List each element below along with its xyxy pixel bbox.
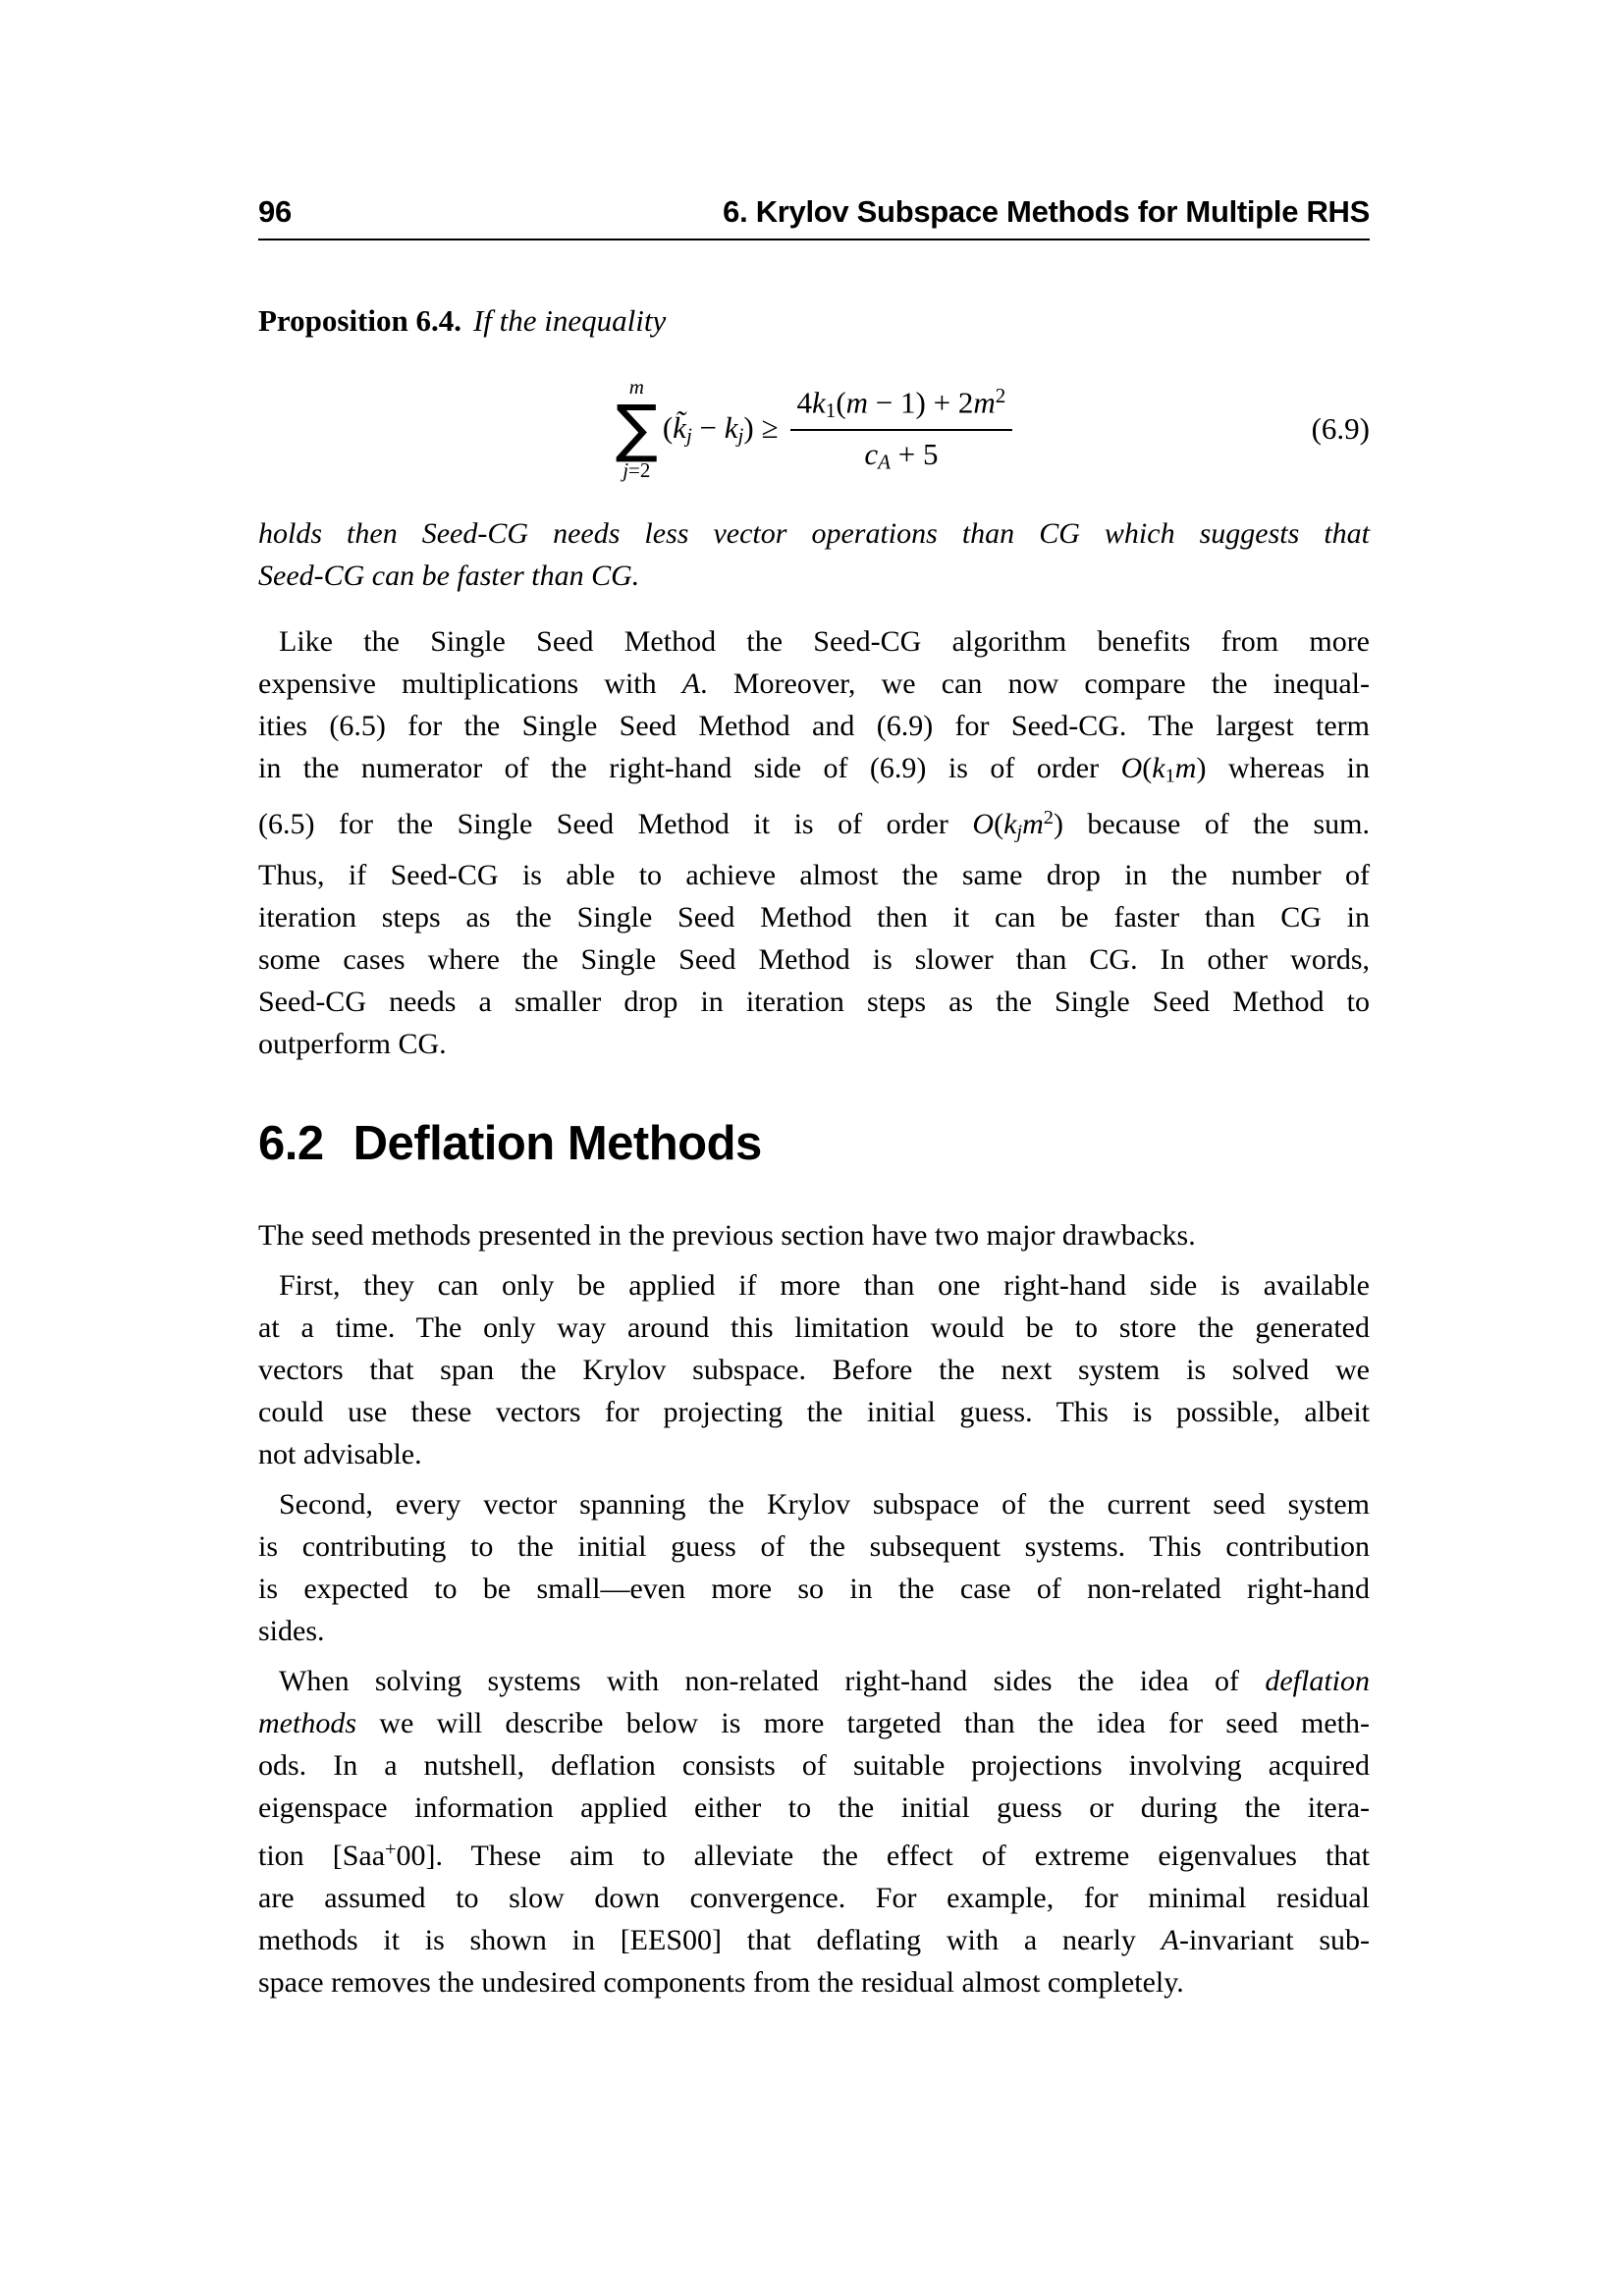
paragraph-deflation-idea: [258, 1660, 1370, 2003]
summation-lower-limit: [623, 460, 650, 481]
text-run: are assumed to slow down convergence. For example, for minimal residual: [258, 1882, 1370, 1915]
text-run: − 1) + 2: [868, 385, 974, 420]
chapter-title: 6. Krylov Subspace Methods for Multiple RHS: [723, 194, 1370, 229]
section-number: 6.2: [258, 1117, 324, 1171]
text-line: [258, 1787, 1370, 1829]
section-heading: [258, 1118, 1370, 1171]
text-run: . Moreover, we can now compare the inequal-: [700, 667, 1370, 700]
text-run: k: [724, 409, 738, 445]
text-run: some cases where the Single Seed Method is slower than CG. In other words,: [258, 943, 1370, 977]
paragraph-drawbacks-intro: [258, 1214, 1370, 1256]
text-run: holds then Seed-CG needs less vector operations than CG which suggests that: [258, 517, 1370, 550]
text-block: [258, 0, 1370, 2003]
text-line: [258, 1214, 1370, 1256]
text-run: m: [1022, 808, 1044, 841]
text-run: Second, every vector spanning the Krylov subspace of the current seed system: [279, 1488, 1370, 1522]
text-run: iteration steps as the Single Seed Method then it can be faster than CG in: [258, 901, 1370, 934]
equation-left-side: [663, 410, 779, 449]
text-run: is contributing to the initial guess of the subsequent systems. This contribution: [258, 1530, 1370, 1564]
text-run: A: [681, 667, 701, 700]
text-run: m: [1174, 752, 1197, 784]
text-run: Seed-CG needs a smaller drop in iteration steps as the Single Seed Method to: [258, 986, 1370, 1019]
text-run: j: [1016, 822, 1023, 844]
paragraph-seed-cg-comparison: [258, 620, 1370, 1065]
text-run: (: [662, 409, 674, 445]
text-run: =2: [628, 458, 651, 483]
text-run: j: [737, 423, 744, 448]
text-line: [258, 1391, 1370, 1433]
text-run: First, they can only be applied if more than one right-hand side is available: [279, 1269, 1370, 1303]
text-run: (: [1142, 752, 1153, 784]
text-run: sides.: [258, 1615, 325, 1648]
proposition-label: Proposition 6.4.: [258, 303, 461, 338]
text-line: [258, 747, 1370, 797]
text-run: at a time. The only way around this limitation would be to store the generated: [258, 1311, 1370, 1345]
text-run: -invariant sub-: [1178, 1924, 1370, 1957]
text-run: 1: [1164, 765, 1175, 787]
text-run: (6.5) for the Single Seed Method it is of order: [258, 808, 973, 841]
proposition-body: [258, 512, 1370, 597]
text-run: k: [1003, 808, 1017, 841]
text-line: [258, 1264, 1370, 1307]
paragraph-first-drawback: [258, 1264, 1370, 1475]
text-line: [258, 1023, 1370, 1065]
text-run: 2: [1043, 807, 1054, 829]
summation: [615, 374, 658, 483]
text-run: −: [691, 409, 725, 445]
text-run: +: [385, 1839, 397, 1861]
text-run: k: [1152, 752, 1165, 784]
text-run: O: [972, 808, 995, 841]
proposition-heading: [258, 299, 1370, 342]
text-run: j: [685, 423, 692, 448]
fraction-numerator: [790, 384, 1013, 430]
text-run: 00]. These aim to alleviate the effect of extreme eigenvalues that: [396, 1840, 1371, 1873]
text-line: [258, 1307, 1370, 1349]
page-header: [258, 0, 1370, 240]
text-run: ) ≥: [743, 409, 779, 445]
text-line: [258, 896, 1370, 938]
equation-number: (6.9): [1311, 411, 1370, 446]
text-run: could use these vectors for projecting the initial guess. This is possible, albeit: [258, 1396, 1370, 1429]
paragraph-second-drawback: [258, 1483, 1370, 1652]
text-run: ) because of the sum.: [1053, 808, 1371, 841]
text-run: in the numerator of the right-hand side of (6.9) is of order: [258, 752, 1121, 784]
text-run: j: [623, 458, 629, 483]
text-run: k̃: [673, 409, 686, 445]
text-run: is expected to be small—even more so in the case of non-related right-hand: [258, 1573, 1370, 1606]
text-run: eigenspace information applied either to the initial guess or during the itera-: [258, 1791, 1370, 1825]
text-run: methods it is shown in [EES00] that deflating with a nearly: [258, 1924, 1162, 1957]
text-line: [258, 1744, 1370, 1787]
text-line: [258, 1660, 1370, 1702]
text-run: (: [994, 808, 1004, 841]
text-run: m: [628, 374, 644, 399]
text-line: [258, 1610, 1370, 1652]
section-title: Deflation Methods: [352, 1117, 762, 1171]
text-run: (: [836, 385, 846, 420]
text-run: not advisable.: [258, 1438, 422, 1471]
text-line: [258, 620, 1370, 663]
text-run: Thus, if Seed-CG is able to achieve almost the same drop in the number of: [258, 859, 1370, 892]
text-run: The seed methods presented in the previous section have two major drawbacks.: [258, 1219, 1196, 1253]
page-number: 96: [258, 194, 292, 229]
text-line: [258, 1525, 1370, 1568]
proposition-lead: If the inequality: [472, 303, 667, 338]
equation-6-9: [258, 361, 1370, 497]
text-run: A: [1161, 1924, 1179, 1957]
text-run: A: [878, 450, 891, 474]
text-run: When solving systems with non-related right-hand sides the idea of: [279, 1665, 1266, 1698]
text-line: [258, 1433, 1370, 1475]
text-run: Like the Single Seed Method the Seed-CG algorithm benefits from more: [279, 625, 1370, 658]
text-run: tion [Saa: [258, 1840, 386, 1873]
text-run: 1: [825, 399, 837, 423]
text-line: [258, 1483, 1370, 1525]
text-line: [258, 938, 1370, 981]
text-run: outperform CG.: [258, 1028, 447, 1061]
text-run: O: [1120, 752, 1143, 784]
text-line: [258, 1961, 1370, 2003]
text-run: c: [864, 436, 879, 471]
text-line: [258, 1877, 1370, 1919]
fraction: [790, 384, 1013, 473]
text-run: deflation: [1265, 1665, 1370, 1698]
text-line: [258, 854, 1370, 896]
text-run: ities (6.5) for the Single Seed Method and (6.9) for Seed-CG. The largest term: [258, 710, 1370, 742]
text-run: ) whereas in: [1196, 752, 1370, 784]
text-run: space removes the undesired components from the residual almost completely.: [258, 1966, 1184, 2000]
text-run: m: [973, 385, 996, 420]
text-run: m: [845, 385, 869, 420]
text-line: [258, 797, 1370, 854]
text-line: [258, 1568, 1370, 1610]
text-line: [258, 981, 1370, 1023]
fraction-denominator: [864, 431, 938, 474]
text-run: expensive multiplications with: [258, 667, 682, 700]
text-run: 4: [796, 385, 812, 420]
text-run: ods. In a nutshell, deflation consists of suitable projections involving acquired: [258, 1749, 1370, 1783]
text-run: 2: [995, 384, 1006, 408]
text-line: [258, 1829, 1370, 1877]
text-line: [258, 663, 1370, 705]
text-run: Seed-CG can be faster than CG.: [258, 560, 640, 592]
text-run: vectors that span the Krylov subspace. Before the next system is solved we: [258, 1354, 1370, 1387]
text-line: [258, 555, 1370, 597]
text-run: k: [812, 385, 826, 420]
text-line: [258, 1702, 1370, 1744]
text-line: [258, 705, 1370, 747]
text-run: we will describe below is more targeted than the idea for seed meth-: [356, 1707, 1370, 1740]
text-run: + 5: [890, 436, 939, 471]
text-run: methods: [258, 1707, 356, 1740]
text-line: [258, 512, 1370, 555]
summation-symbol: ∑: [615, 392, 658, 465]
text-line: [258, 1919, 1370, 1961]
text-line: [258, 1349, 1370, 1391]
